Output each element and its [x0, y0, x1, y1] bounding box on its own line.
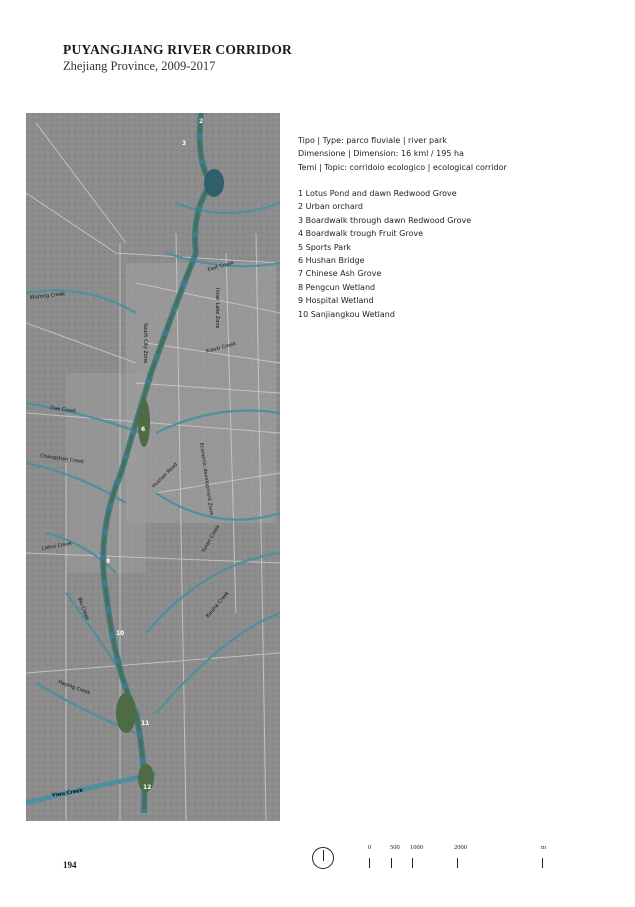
urban-area	[126, 263, 276, 523]
scale-label-1000: 1000	[410, 844, 423, 851]
label-east-creek: East Creek	[206, 260, 235, 273]
label-inner-lake-zone: Inner Lake Zone	[214, 288, 220, 329]
legend-item: 7 Chinese Ash Grove	[298, 269, 382, 279]
park-segment-6	[138, 399, 150, 447]
legend-item: 10 Sanjiangkou Wetland	[298, 309, 395, 319]
corridor-map	[26, 113, 280, 821]
north-arrow-icon	[312, 847, 334, 869]
legend-item: 8 Pengcun Wetland	[298, 282, 376, 292]
label-yiwu-creek: Yiwu Creek	[51, 787, 84, 799]
project-info	[298, 134, 618, 174]
label-hushan-road: Hushan Road	[151, 461, 179, 490]
label-yunan-creek: Yunan Creek	[200, 524, 222, 554]
legend-item: 5 Sports Park	[298, 242, 352, 252]
scale-label-500: 500	[390, 844, 400, 851]
marker-8: 8	[106, 558, 111, 565]
marker-2: 2	[199, 118, 204, 125]
marker-12: 12	[143, 784, 152, 791]
scale-tick	[391, 858, 392, 868]
legend-list	[298, 187, 471, 321]
scale-label-2000: 2000	[454, 844, 467, 851]
legend-item: 3 Boardwalk through dawn Redwood Grove	[298, 215, 472, 225]
info-type: Tipo | Type: parco fluviale | river park	[298, 136, 447, 145]
label-dae-creek: Dae Creek	[49, 405, 77, 415]
scale-tick	[542, 858, 543, 868]
label-south-city-zone: South City Zone	[142, 323, 148, 364]
lotus-pond	[204, 169, 224, 197]
label-wu-creek: Wu Creek	[76, 596, 90, 622]
info-dimension: Dimensione | Dimension: 16 kml / 195 ha	[298, 149, 464, 159]
legend-item: 6 Hushan Bridge	[298, 256, 365, 266]
page-number: 194	[63, 860, 77, 870]
info-topic: Temi | Topic: corridoio ecologico | ecological corridor	[298, 162, 507, 172]
legend-item: 2 Urban orchard	[298, 202, 363, 212]
marker-6: 6	[141, 426, 146, 433]
label-economic-zone: Economic development Zone	[198, 442, 215, 516]
scale-tick	[457, 858, 458, 868]
scale-bar	[362, 844, 552, 874]
label-baisha-creek: Baisha Creek	[204, 590, 231, 620]
legend-item: 4 Boardwalk trough Fruit Grove	[298, 229, 424, 239]
legend-item: 9 Hospital Wetland	[298, 296, 374, 306]
marker-11: 11	[141, 720, 150, 727]
map-graphic	[26, 113, 280, 821]
scale-label-unit: m	[541, 844, 547, 851]
scale-label-0: 0	[368, 844, 372, 851]
page-title: PUYANGJIANG RIVER CORRIDOR	[63, 42, 292, 57]
scale-tick	[412, 858, 413, 868]
label-wurong-creek: Wurong Creek	[29, 291, 66, 301]
label-changshan-creek: Changshan Creek	[39, 453, 85, 466]
legend-item: 1 Lotus Pond and dawn Redwood Grove	[298, 189, 457, 198]
marker-3: 3	[182, 140, 187, 147]
label-xiaoxi-creek: Xiaoxi Creek	[204, 341, 237, 355]
park-segment-11	[116, 693, 136, 733]
scale-tick	[369, 858, 370, 868]
marker-10: 10	[116, 630, 125, 637]
label-haping-creek: Haping Creek	[57, 679, 92, 697]
page-subtitle: Zhejiang Province, 2009-2017	[63, 59, 216, 73]
label-lishui-creek: Lishui Creek	[41, 540, 73, 552]
